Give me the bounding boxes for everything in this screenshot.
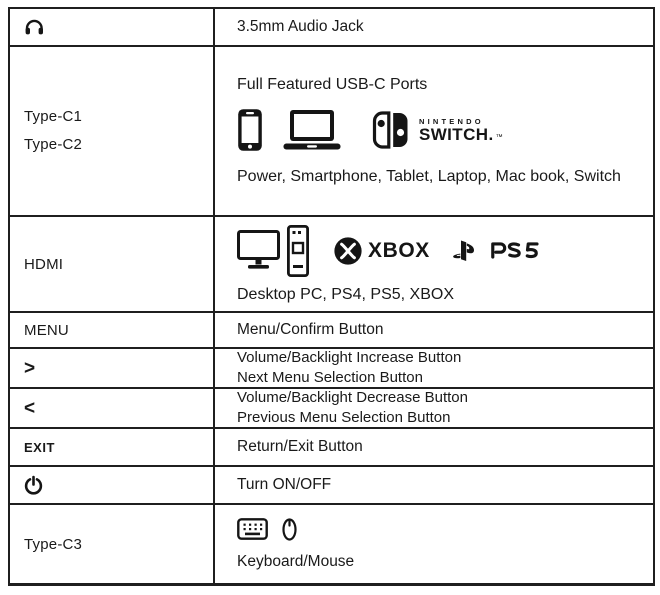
row-next-button [10,349,653,389]
power-desc: Turn ON/OFF [237,476,332,493]
row-prev-button [10,389,653,429]
power-desc-cell [215,467,653,503]
hdmi-desc-cell [215,217,653,311]
nintendo-wordmark-text: NINTENDO [419,117,484,126]
exit-label: EXIT [24,439,55,455]
hdmi-label-cell [10,217,215,311]
menu-desc: Menu/Confirm Button [237,321,384,338]
xbox-logo [333,236,430,266]
prev-label-cell [10,389,215,427]
row-hdmi [10,217,653,313]
menu-desc-cell [215,313,653,347]
exit-desc-cell [215,429,653,465]
smartphone-icon [237,108,263,152]
usbc-caption: Power, Smartphone, Tablet, Laptop, Mac book, Switch [237,168,621,185]
usbc-label-2: Type-C2 [24,136,83,153]
audio-jack-desc-cell [215,9,653,45]
exit-desc: Return/Exit Button [237,438,363,455]
row-audio-jack [10,9,653,47]
chevron-right-label: > [24,357,36,379]
chevron-left-label: < [24,397,36,419]
usbc3-label-cell [10,505,215,583]
playstation-logo [452,240,476,262]
prev-desc-cell [215,389,653,427]
laptop-icon [283,109,341,151]
usbc-desc-cell [215,47,653,215]
next-desc-cell [215,349,653,387]
hdmi-label: HDMI [24,255,64,273]
next-desc-line2: Next Menu Selection Button [237,369,423,386]
audio-jack-label-cell [10,9,215,45]
switch-wordmark-text: SWITCH. [419,125,494,144]
audio-jack-desc: 3.5mm Audio Jack [237,18,364,35]
joycon-icon [371,110,411,150]
xbox-wordmark: XBOX [368,238,430,262]
pc-tower-icon [287,225,309,277]
ps5-wordmark [486,242,544,259]
next-desc-line1: Volume/Backlight Increase Button [237,349,462,366]
prev-desc-line1: Volume/Backlight Decrease Button [237,389,468,406]
usbc3-desc-cell [215,505,653,583]
xbox-sphere-icon [333,236,363,266]
trademark-mark: ™ [495,134,503,141]
hdmi-device-icons [237,225,653,277]
headphones-icon [24,18,213,36]
usbc3-label: Type-C3 [24,535,83,553]
usbc-device-icons [237,108,653,152]
power-icon [24,475,213,496]
usbc3-desc: Keyboard/Mouse [237,552,355,570]
ports-spec-table [8,7,655,586]
usbc-title: Full Featured USB-C Ports [237,76,428,93]
playstation-group [452,240,544,262]
prev-desc-line2: Previous Menu Selection Button [237,409,451,426]
usbc-label-cell [10,47,215,215]
menu-label: MENU [24,321,69,339]
exit-label-cell [10,429,215,465]
usbc-label-1: Type-C1 [24,108,83,125]
row-usbc3 [10,505,653,583]
keyboard-icon [237,518,268,540]
power-label-cell [10,467,215,503]
hdmi-caption: Desktop PC, PS4, PS5, XBOX [237,285,454,303]
row-exit-button [10,429,653,467]
nintendo-switch-wordmark [419,117,503,143]
usbc3-device-icons [237,518,653,541]
mouse-icon [282,518,297,541]
row-menu-button [10,313,653,349]
next-label-cell [10,349,215,387]
row-usbc-ports [10,47,653,217]
desktop-monitor-icon [237,230,281,271]
row-power-button [10,467,653,505]
menu-label-cell [10,313,215,347]
nintendo-switch-logo [371,110,503,150]
